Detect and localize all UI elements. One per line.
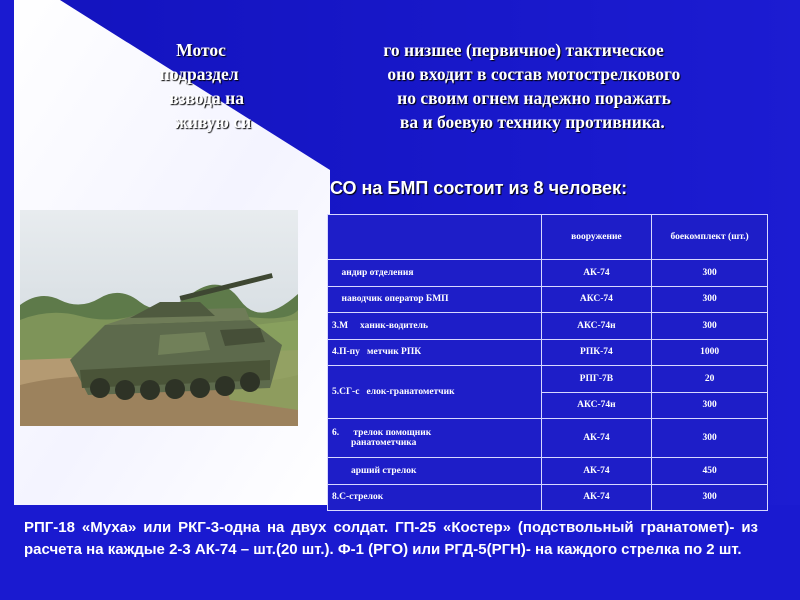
- table-header-row: [328, 215, 768, 260]
- table-row: [328, 484, 768, 511]
- table-row: [328, 313, 768, 340]
- ammo-cell: 300: [652, 419, 768, 458]
- weapon-cell: АК-74: [541, 458, 652, 485]
- table-row: [328, 458, 768, 485]
- ammo-cell: 300: [652, 286, 768, 313]
- ammo-cell: 1000: [652, 339, 768, 366]
- ammo-cell: 20: [652, 366, 768, 393]
- header-weapon: вооружение: [541, 215, 652, 260]
- header-ammo: боекомплект (шт.): [652, 215, 768, 260]
- ammo-cell: 450: [652, 458, 768, 485]
- ammo-cell: 300: [652, 392, 768, 419]
- role-cell: андир отделения: [328, 260, 542, 287]
- header-role: [328, 215, 542, 260]
- intro-line-4: живую си ва и боевую технику противника.: [175, 112, 665, 132]
- table-row: [328, 366, 768, 393]
- weapon-cell: АК-74: [541, 484, 652, 511]
- bmp-vehicle-photo: [20, 210, 298, 426]
- weapon-cell: АКС-74н: [541, 392, 652, 419]
- table-row: [328, 286, 768, 313]
- intro-line-2: подраздел оно входит в состав мотострелкового: [159, 64, 681, 84]
- table-row: [328, 419, 768, 458]
- weapon-cell: РПК-74: [541, 339, 652, 366]
- bmp-vehicle-image: [20, 210, 298, 426]
- squad-composition-title: СО на БМП состоит из 8 человек:: [330, 178, 628, 198]
- weapons-table: [327, 214, 768, 511]
- table-row: [328, 260, 768, 287]
- role-cell: 8.С-стрелок: [328, 484, 542, 511]
- ammo-cell: 300: [652, 313, 768, 340]
- intro-line-1: Мотос го низшее (первичное) тактическое: [176, 40, 664, 60]
- weapon-cell: АК-74: [541, 260, 652, 287]
- ammo-cell: 300: [652, 260, 768, 287]
- role-cell: 3.М ханик-водитель: [328, 313, 542, 340]
- role-cell: 6. трелок помощник ранатометчика: [328, 419, 542, 458]
- intro-text: [60, 38, 780, 134]
- role-cell: наводчик оператор БМП: [328, 286, 542, 313]
- role-cell: 5.СГ-с елок-гранатометчик: [328, 366, 542, 419]
- ammo-cell: 300: [652, 484, 768, 511]
- weapon-cell: АК-74: [541, 419, 652, 458]
- intro-line-3: взвода на но своим огнем надежно поражать: [169, 88, 671, 108]
- weapon-cell: РПГ-7В: [541, 366, 652, 393]
- weapon-cell: АКС-74н: [541, 313, 652, 340]
- role-cell: 4.П-пу метчик РПК: [328, 339, 542, 366]
- role-cell: арший стрелок: [328, 458, 542, 485]
- table-row: [328, 339, 768, 366]
- footer-note: РПГ-18 «Муха» или РКГ-3-одна на двух солдат. ГП-25 «Костер» (подствольный гранатомет)- из расчета на каждые 2-3 АК-74 – шт.(20 шт.). Ф-1 (РГО) или РГД-5(РГН)- на каждого стрелка по 2 шт.: [24, 519, 758, 558]
- weapon-cell: АКС-74: [541, 286, 652, 313]
